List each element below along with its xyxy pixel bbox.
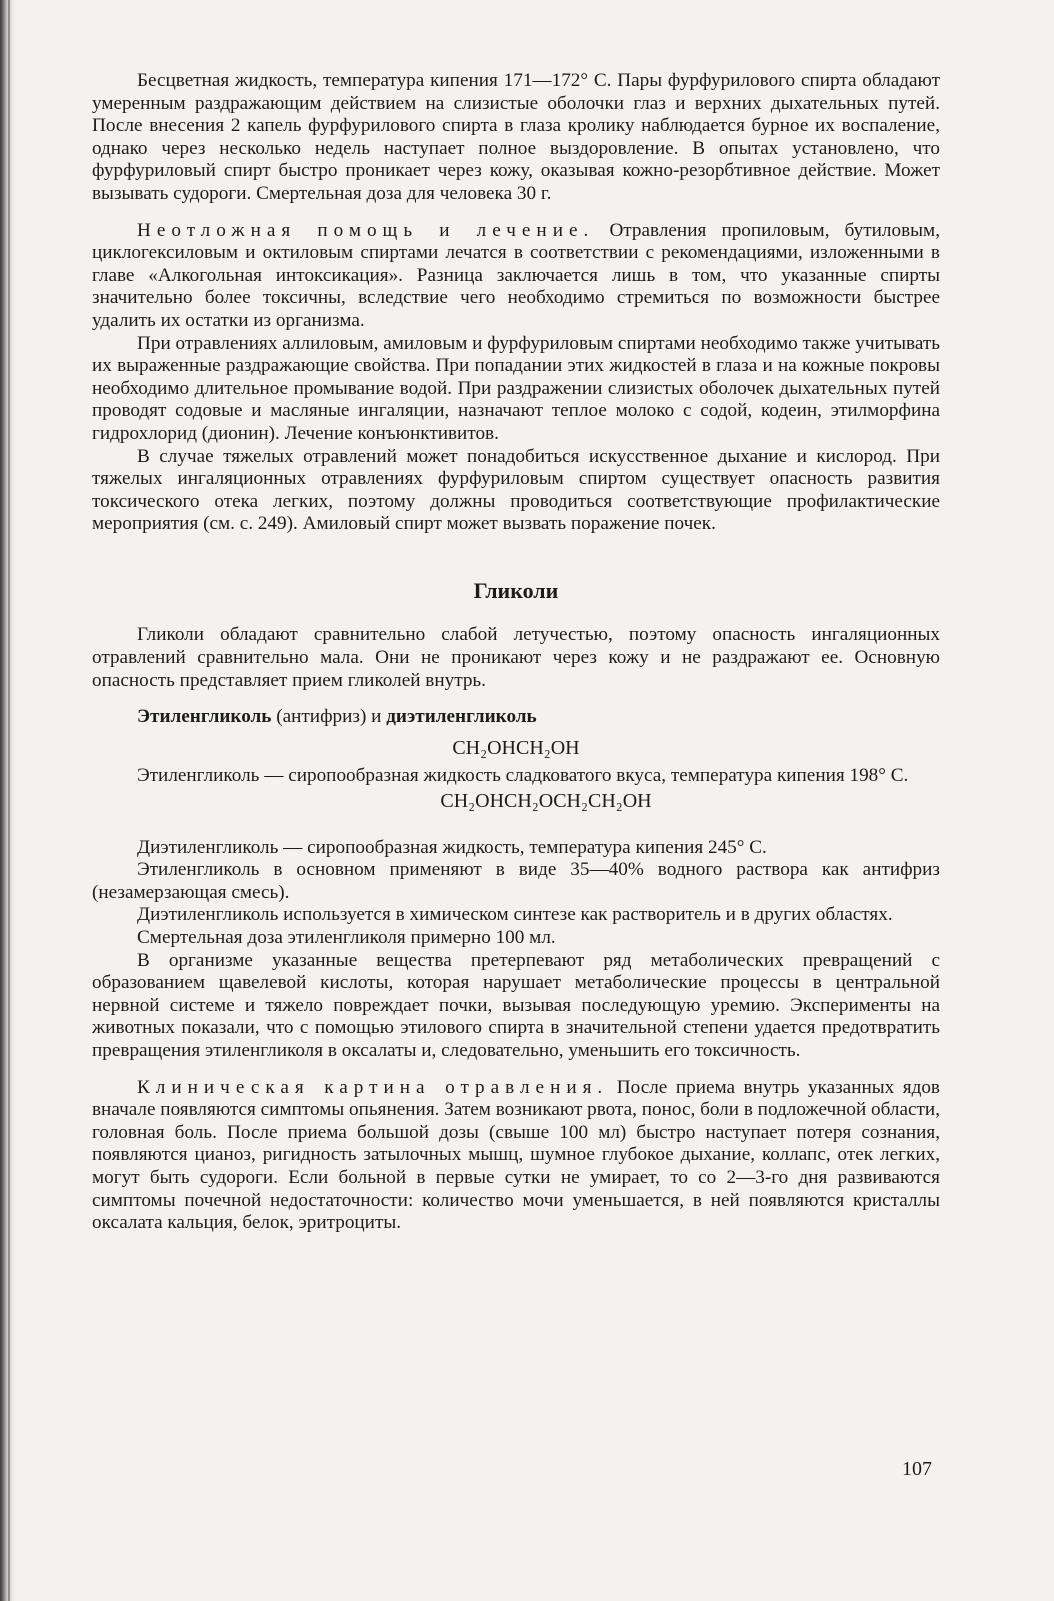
page-body <box>92 70 940 1235</box>
spaced-lead: Клиническая картина отравления. <box>137 1076 609 1098</box>
spaced-lead: Неотложная помощь и лечение. <box>137 219 595 241</box>
paragraph-ethylene-glycol-props: Этиленгликоль — сиропообразная жидкость сладковатого вкуса, температура кипения 198° С. <box>137 765 909 787</box>
paragraph-antifreeze: Этиленгликоль в основном применяют в виде 35—40% водного раствора как антифриз (незамерзающая смесь). <box>92 859 940 903</box>
paragraph-irritation: При отравлениях аллиловым, амиловым и фурфуриловым спиртами необходимо также учитывать их выраженные раздражающие свойства. При попадании этих жидкостей в глаза и на кожные покровы необходимо длительное промывание водой. При раздражении слизистых оболочек дыхательных путей проводят содовые и масляные ингаляции, назначают теплое молоко с содой, кодеин, этилморфина гидрохлорид (дионин). Лечение конъюнктивитов. <box>92 332 940 444</box>
paragraph-glycols-intro: Гликоли обладают сравнительно слабой летучестью, поэтому опасность ингаляционных отравлений сравнительно мала. Они не проникают через кожу и не раздражают ее. Основную опасность представляет прием гликолей внутрь. <box>92 624 940 691</box>
paragraph-severe-poisoning: В случае тяжелых отравлений может понадобиться искусственное дыхание и кислород. При тяжелых ингаляционных отравлениях фурфуриловым спиртом существует опасность развития токсического отека легких, поэтому должны проводиться соответствующие профилактические мероприятия (см. с. 249). Амиловый спирт может вызвать поражение почек. <box>92 445 940 535</box>
subheading-mid: (антифриз) и <box>271 706 387 728</box>
paragraph-lethal-dose: Смертельная доза этиленгликоля примерно 100 мл. <box>137 927 556 948</box>
paragraph-text: Отравления пропиловым, бутиловым, циклогексиловым и октиловым спиртами лечатся в соответствии с рекомендациями, изложенными в главе «Алкогольная интоксикация». Разница заключается лишь в том, что указанные спирты значительно более токсичны, вследствие чего необходимо стремиться по возможности быстрее удалить их остатки из организма. <box>92 219 940 331</box>
paragraph-diethylene-glycol-props: Диэтиленгликоль — сиропообразная жидкость, температура кипения 245° С. <box>137 836 767 858</box>
formula-diethylene-glycol: CH₂OHCH₂OCH₂CH₂OH <box>440 790 652 813</box>
paragraph-clinical-picture <box>92 1077 940 1235</box>
paragraph-text: После приема внутрь указанных ядов вначале появляются симптомы опьянения. Затем возникают рвота, понос, боли в подложечной области, головная боль. После приема большой дозы (свыше 100 мл) быстро наступает потеря сознания, появляются цианоз, ригидность затылочных мышц, шумное глубокое дыхание, коллапс, отек легких, могут быть судороги. Если больной в первые сутки не умирает, то со 2—3-го дня развиваются симптомы почечной недостаточности: количество мочи уменьшается, в ней появляются кристаллы оксалата кальция, белок, эритроциты. <box>92 1076 940 1234</box>
subheading-ethylene-glycol <box>92 706 940 729</box>
bold-term: диэтиленгликоль <box>386 706 537 728</box>
section-heading: Гликоли <box>473 577 559 603</box>
paragraph-solvent: Диэтиленгликоль используется в химическом синтезе как растворитель и в других областях. <box>137 904 893 926</box>
scan-line <box>8 0 10 1601</box>
paragraph-emergency-help <box>92 220 940 333</box>
page-number: 107 <box>902 1458 932 1480</box>
paragraph-furfuryl: Бесцветная жидкость, температура кипения 171—172° С. Пары фурфурилового спирта обладают умеренным раздражающим действием на слизистые оболочки глаз и верхних дыхательных путей. После внесения 2 капель фурфурилового спирта в глаза кролику наблюдается бурное их воспаление, однако через несколько недель наступает полное выздоровление. В опытах установлено, что фурфуриловый спирт быстро проникает через кожу, оказывая кожно-резорбтивное действие. Может вызывать судороги. Смертельная доза для человека 30 г. <box>92 70 940 204</box>
paragraph-metabolism: В организме указанные вещества претерпевают ряд метаболических превращений с образованием щавелевой кислоты, которая нарушает метаболические процессы в центральной нервной системе и тяжело повреждает почки, вызывая последующую уремию. Эксперименты на животных показали, что с помощью этилового спирта в значительной степени удается предотвратить превращения этиленгликоля в оксалаты и, следовательно, уменьшить его токсичность. <box>92 949 940 1061</box>
scan-edge <box>0 0 14 1601</box>
formula-ethylene-glycol: CH₂OHCH₂OH <box>452 736 580 759</box>
bold-term: Этиленгликоль <box>137 706 272 728</box>
